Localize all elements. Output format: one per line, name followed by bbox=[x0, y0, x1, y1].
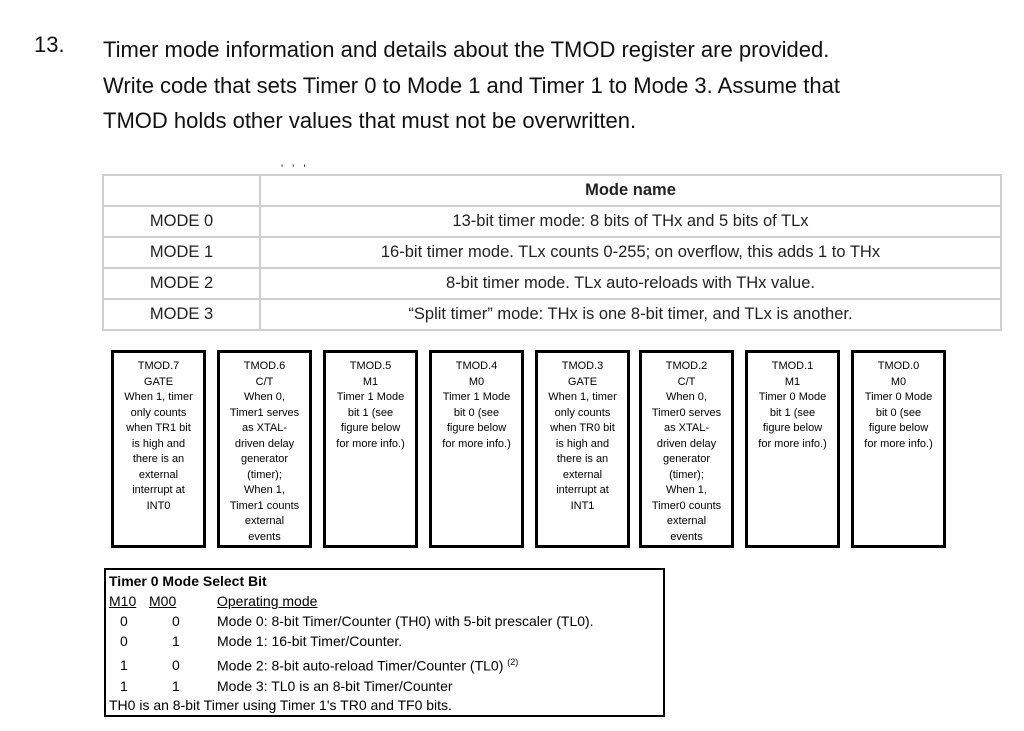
question-line: Timer mode information and details about the TMOD register are provided. bbox=[103, 37, 830, 62]
col-operating-mode: Operating mode bbox=[217, 593, 318, 609]
bit-desc: when TR0 bit bbox=[550, 422, 615, 434]
bit-desc: external bbox=[666, 515, 707, 527]
bit-desc: bit 0 (see bbox=[875, 406, 922, 419]
m10-value: 1 bbox=[120, 678, 128, 694]
question-text bbox=[103, 32, 1003, 139]
question-number: 13. bbox=[34, 32, 65, 57]
bit-desc: When 1, bbox=[666, 484, 707, 496]
header-cell: Mode name bbox=[260, 175, 1001, 206]
bit-desc: external bbox=[562, 468, 603, 481]
mode-desc: Mode 1: 16-bit Timer/Counter. bbox=[217, 633, 403, 649]
bit-name: M1 bbox=[784, 375, 801, 388]
tmod-bit-7 bbox=[111, 350, 206, 548]
header-cell bbox=[103, 175, 260, 206]
bit-desc: driven delay bbox=[656, 437, 717, 450]
bit-desc: When 0, bbox=[244, 391, 285, 403]
mode-desc bbox=[217, 657, 518, 674]
bit-desc: interrupt at bbox=[556, 484, 609, 496]
bit-desc: for more info.) bbox=[442, 437, 511, 450]
select-row bbox=[109, 633, 659, 651]
table-row bbox=[103, 299, 1001, 330]
m10-value: 0 bbox=[120, 613, 128, 629]
bit-desc: Timer0 counts bbox=[651, 499, 722, 512]
bit-label: TMOD.2 bbox=[665, 360, 708, 372]
mode-name-cell: 16-bit timer mode. TLx counts 0-255; on overflow, this adds 1 to THx bbox=[260, 237, 1001, 268]
bit-label: TMOD.6 bbox=[243, 360, 286, 372]
bit-desc: Timer0 serves bbox=[651, 406, 722, 419]
bit-desc: interrupt at bbox=[132, 484, 185, 496]
tmod-bit-2 bbox=[639, 350, 734, 548]
col-m00: M00 bbox=[149, 593, 177, 609]
bit-desc: When 1, bbox=[244, 484, 285, 496]
bit-desc: for more info.) bbox=[336, 437, 405, 450]
tmod-bit-6 bbox=[217, 350, 312, 548]
select-footer: TH0 is an 8-bit Timer using Timer 1's TR0 and TF0 bits. bbox=[109, 697, 452, 713]
m10-value: 0 bbox=[120, 633, 128, 649]
stray-marks: ' ' ' bbox=[281, 163, 309, 175]
bit-desc: Timer1 serves bbox=[229, 406, 300, 419]
bit-desc: Timer 0 Mode bbox=[864, 391, 933, 403]
bit-desc: only counts bbox=[554, 406, 611, 419]
bit-name: GATE bbox=[567, 375, 598, 388]
bit-label: TMOD.4 bbox=[455, 360, 498, 372]
bit-desc: as XTAL- bbox=[241, 422, 288, 434]
mode-table-header bbox=[103, 175, 1001, 206]
table-row bbox=[103, 206, 1001, 237]
tmod-bit-1 bbox=[745, 350, 840, 548]
bit-desc: (timer); bbox=[247, 468, 282, 481]
m10-value: 1 bbox=[120, 657, 128, 673]
mode-name-cell: 8-bit timer mode. TLx auto-reloads with THx value. bbox=[260, 268, 1001, 299]
bit-desc: generator bbox=[240, 453, 289, 465]
m00-value: 0 bbox=[172, 613, 180, 629]
bit-desc: is high and bbox=[131, 437, 186, 450]
bit-name: C/T bbox=[255, 375, 274, 388]
bit-desc: When 1, timer bbox=[124, 391, 193, 403]
bit-desc: events bbox=[248, 530, 281, 543]
bit-label: TMOD.0 bbox=[877, 360, 920, 372]
bit-desc: events bbox=[670, 530, 703, 543]
tmod-bit-3 bbox=[535, 350, 630, 548]
bit-desc: INT1 bbox=[570, 499, 595, 512]
bit-desc: figure below bbox=[340, 422, 401, 434]
bit-desc: external bbox=[244, 515, 285, 527]
bit-name: C/T bbox=[677, 375, 696, 388]
bit-desc: figure below bbox=[868, 422, 929, 434]
select-row bbox=[109, 657, 659, 675]
mode-desc: Mode 0: 8-bit Timer/Counter (TH0) with 5-bit prescaler (TL0). bbox=[217, 613, 594, 629]
mode-desc: Mode 3: TL0 is an 8-bit Timer/Counter bbox=[217, 678, 453, 694]
bit-name: GATE bbox=[143, 375, 174, 388]
m00-value: 1 bbox=[172, 678, 180, 694]
m00-value: 0 bbox=[172, 657, 180, 673]
bit-label: TMOD.3 bbox=[561, 360, 604, 372]
mode-name-cell: “Split timer” mode: THx is one 8-bit timer, and TLx is another. bbox=[260, 299, 1001, 330]
bit-desc: Timer1 counts bbox=[229, 499, 300, 512]
question-line: Write code that sets Timer 0 to Mode 1 and Timer 1 to Mode 3. Assume that bbox=[103, 72, 840, 98]
bit-name: M1 bbox=[362, 375, 379, 388]
select-row bbox=[109, 613, 659, 631]
mode-table bbox=[102, 174, 1002, 331]
bit-label: TMOD.7 bbox=[137, 360, 180, 372]
bit-desc: for more info.) bbox=[758, 437, 827, 450]
mode-name-cell: 13-bit timer mode: 8 bits of THx and 5 bits of TLx bbox=[260, 206, 1001, 237]
bit-desc: When 0, bbox=[666, 391, 707, 403]
bit-desc: there is an bbox=[132, 453, 185, 465]
tmod-bit-0 bbox=[851, 350, 946, 548]
table-row bbox=[103, 237, 1001, 268]
mode-cell: MODE 0 bbox=[103, 206, 260, 237]
bit-desc: Timer 0 Mode bbox=[758, 391, 827, 403]
bit-desc: for more info.) bbox=[864, 437, 933, 450]
bit-desc: (timer); bbox=[669, 468, 704, 481]
col-m10: M10 bbox=[109, 593, 137, 609]
bit-desc: generator bbox=[662, 453, 711, 465]
bit-desc: is high and bbox=[555, 437, 610, 450]
m00-value: 1 bbox=[172, 633, 180, 649]
bit-name: M0 bbox=[890, 375, 907, 388]
mode-cell: MODE 3 bbox=[103, 299, 260, 330]
select-row bbox=[109, 678, 659, 696]
mode-select-box bbox=[104, 568, 665, 717]
bit-desc: INT0 bbox=[146, 499, 171, 512]
bit-desc: When 1, timer bbox=[548, 391, 617, 403]
tmod-bit-4 bbox=[429, 350, 524, 548]
select-header-row bbox=[109, 593, 659, 611]
bit-desc: bit 0 (see bbox=[453, 406, 500, 419]
bit-desc: there is an bbox=[556, 453, 609, 465]
tmod-bit-5 bbox=[323, 350, 418, 548]
bit-desc: figure below bbox=[446, 422, 507, 434]
bit-label: TMOD.5 bbox=[349, 360, 392, 372]
bit-label: TMOD.1 bbox=[771, 360, 814, 372]
select-title: Timer 0 Mode Select Bit bbox=[109, 573, 267, 589]
bit-desc: when TR1 bit bbox=[126, 422, 191, 434]
question-line: TMOD holds other values that must not be overwritten. bbox=[103, 108, 637, 133]
mode-desc-text: Mode 2: 8-bit auto-reload Timer/Counter (TL0) bbox=[217, 657, 504, 674]
bit-desc: bit 1 (see bbox=[769, 406, 816, 419]
table-row bbox=[103, 268, 1001, 299]
bit-desc: as XTAL- bbox=[663, 422, 710, 434]
bit-name: M0 bbox=[468, 375, 485, 388]
mode-cell: MODE 1 bbox=[103, 237, 260, 268]
mode-cell: MODE 2 bbox=[103, 268, 260, 299]
bit-desc: external bbox=[138, 468, 179, 481]
bit-desc: driven delay bbox=[234, 437, 295, 450]
footnote-mark: (2) bbox=[507, 657, 519, 667]
bit-desc: only counts bbox=[130, 406, 187, 419]
bit-desc: bit 1 (see bbox=[347, 406, 394, 419]
bit-desc: figure below bbox=[762, 422, 823, 434]
bit-desc: Timer 1 Mode bbox=[442, 391, 511, 403]
bit-desc: Timer 1 Mode bbox=[336, 391, 405, 403]
